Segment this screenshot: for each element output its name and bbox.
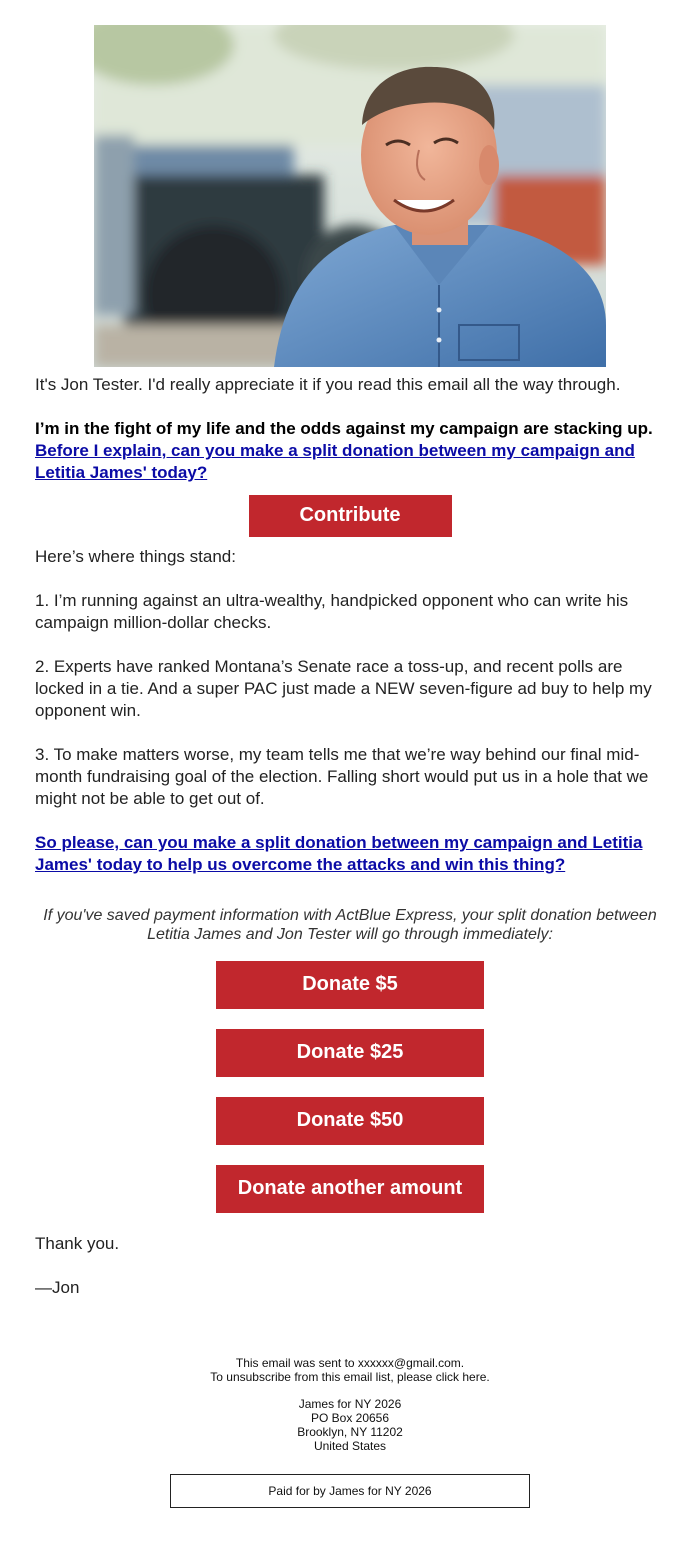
email-body — [35, 374, 665, 944]
point-1: 1. I’m running against an ultra-wealthy, handpicked opponent who can write his campaign million-dollar checks. — [35, 591, 629, 632]
unsubscribe-line — [0, 1370, 700, 1384]
point-3: 3. To make matters worse, my team tells me that we’re way behind our final mid-month fundraising goal of the election. Falling short would put us in a hole that we might not be able to get out of. — [35, 745, 649, 808]
unsubscribe-suffix: . — [486, 1370, 490, 1384]
country-line: United States — [313, 1439, 387, 1453]
intro-text: It's Jon Tester. I'd really appreciate it if you read this email all the way through. — [35, 375, 621, 394]
where-things-stand: Here’s where things stand: — [35, 547, 236, 566]
bold-lead-text: I’m in the fight of my life and the odds against my campaign are stacking up. — [35, 419, 653, 438]
contribute-wrap — [35, 495, 665, 537]
ask-paragraph — [35, 832, 665, 876]
ask-donation-link[interactable]: So please, can you make a split donation between my campaign and Letitia James' today to help us overcome the attacks and win this thing? — [35, 833, 643, 874]
bold-lead-paragraph — [35, 418, 665, 484]
unsubscribe-link[interactable]: click here — [435, 1370, 487, 1384]
city-line: Brooklyn, NY 11202 — [297, 1425, 403, 1439]
paid-for-box: Paid for by James for NY 2026 — [170, 1474, 530, 1508]
donate-50-button[interactable]: Donate $50 — [216, 1097, 484, 1145]
point-2: 2. Experts have ranked Montana’s Senate race a toss-up, and recent polls are locked in a tie. And a super PAC just made a NEW seven-figure ad buy to help my opponent win. — [35, 657, 652, 720]
org-name: James for NY 2026 — [298, 1397, 402, 1411]
po-box: PO Box 20656 — [310, 1411, 390, 1425]
contribute-button[interactable]: Contribute — [249, 495, 452, 537]
sent-to-text: This email was sent to xxxxxx@gmail.com. — [235, 1356, 465, 1370]
hero-photo — [94, 25, 606, 367]
donate-5-button[interactable]: Donate $5 — [216, 961, 484, 1009]
signoff-text: —Jon — [35, 1278, 80, 1297]
actblue-express-note: If you've saved payment information with ActBlue Express, your split donation between Letitia James and Jon Tester will go through immediately: — [43, 907, 657, 943]
donate-25-button[interactable]: Donate $25 — [216, 1029, 484, 1077]
unsubscribe-prefix: To unsubscribe from this email list, please — [210, 1370, 433, 1384]
footer — [0, 1356, 700, 1453]
donate-other-amount-button[interactable]: Donate another amount — [216, 1165, 484, 1213]
thank-you-text: Thank you. — [35, 1234, 120, 1253]
portrait-image — [94, 25, 606, 367]
split-donation-link[interactable]: Before I explain, can you make a split donation between my campaign and Letitia James' today? — [35, 441, 635, 482]
